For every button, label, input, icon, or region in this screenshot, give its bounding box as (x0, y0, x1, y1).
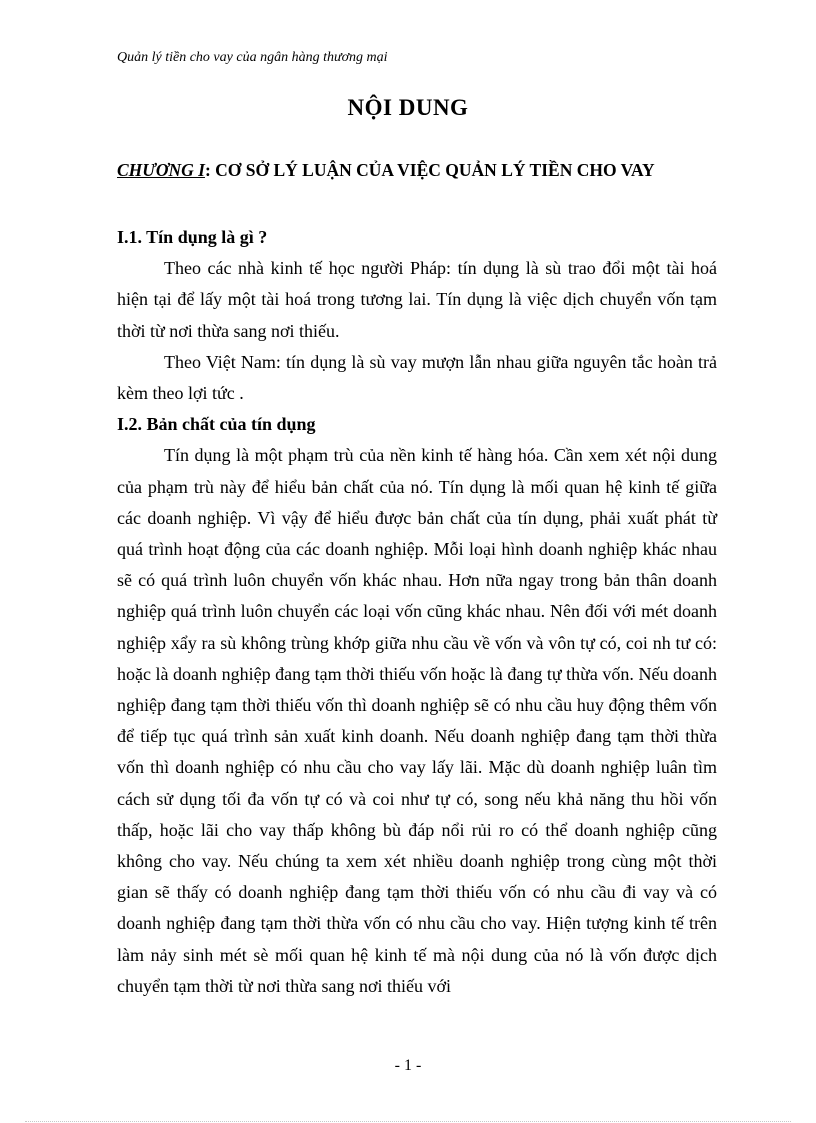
chapter-label: CHƯƠNG I (117, 160, 205, 180)
chapter-separator: : (204, 160, 216, 180)
page-title: NỘI DUNG (347, 95, 469, 120)
page-number: - 1 - (394, 1057, 422, 1074)
section-heading: I.1. Tín dụng là gì ? (117, 227, 268, 247)
section-ban-chat-tin-dung (117, 409, 717, 1002)
paragraph: Tín dụng là một phạm trù của nền kinh tế hàng hóa. Cần xem xét nội dung của phạm trù này để hiểu bản chất của nó. Tín dụng là mối quan hệ kinh tế giữa các doanh nghiệp. Vì vậy để hiểu được bản chất của tín dụng, phải xuất phát từ quá trình hoạt động của các doanh nghiệp. Mỗi loại hình doanh nghiệp khác nhau sẽ có quá trình luôn chuyển vốn khác nhau. Hơn nữa ngay trong bản thân doanh nghiệp quá trình luôn chuyển các loại vốn cũng khác nhau. Nên đối với mét doanh nghiệp xẩy ra sù không trùng khớp giữa nhu cầu về vốn và vôn tự có, coi nh tư có: hoặc là doanh nghiệp đang tạm thời thiếu vốn hoặc là đang tự thừa vốn. Nếu doanh nghiệp đang tạm thời thiếu vốn thì doanh nghiệp sẽ có nhu cầu huy động thêm vốn để tiếp tục quá trình sản xuất kinh doanh. Nếu doanh nghiệp đang tạm thời thừa vốn thì doanh nghiệp có nhu cầu cho vay lấy lãi. Mặc dù doanh nghiệp luân tìm cách sử dụng tối đa vốn tự có và coi như tự có, song nếu khả năng thu hồi vốn thấp, hoặc lãi cho vay thấp không bù đáp nổi rủi ro có thể doanh nghiệp cũng không cho vay. Nếu chúng ta xem xét nhiều doanh nghiệp trong cùng một thời gian sẽ thấy có doanh nghiệp đang tạm thời thiếu vốn có nhu cầu đi vay và có doanh nghiệp đang tạm thời thừa vốn có nhu cầu cho vay. Hiện tượng kinh tế trên làm nảy sinh mét sè mối quan hệ kinh tế mà nội dung của nó là vốn được dịch chuyển tạm thời từ nơi thừa sang nơi thiếu với (117, 445, 717, 996)
document-body (117, 222, 717, 1002)
section-heading: I.2. Bản chất của tín dụng (117, 414, 316, 435)
paragraph: Theo các nhà kinh tế học người Pháp: tín dụng là sù trao đổi một tài hoá hiện tại để lấy một tài hoá trong tương lai. Tín dụng là việc dịch chuyển vốn tạm thời từ nơi thừa sang nơi thiếu. (117, 258, 717, 341)
chapter-heading (117, 160, 655, 181)
running-header: Quản lý tiền cho vay của ngân hàng thương mại (117, 50, 388, 65)
page-divider (25, 1121, 791, 1122)
chapter-title: CƠ SỞ LÝ LUẬN CỦA VIỆC QUẢN LÝ TIỀN CHO VAY (215, 160, 655, 180)
section-tin-dung-la-gi (117, 222, 717, 409)
paragraph: Theo Việt Nam: tín dụng là sù vay mượn lẫn nhau giữa nguyên tắc hoàn trả kèm theo lợi tức . (117, 351, 717, 404)
